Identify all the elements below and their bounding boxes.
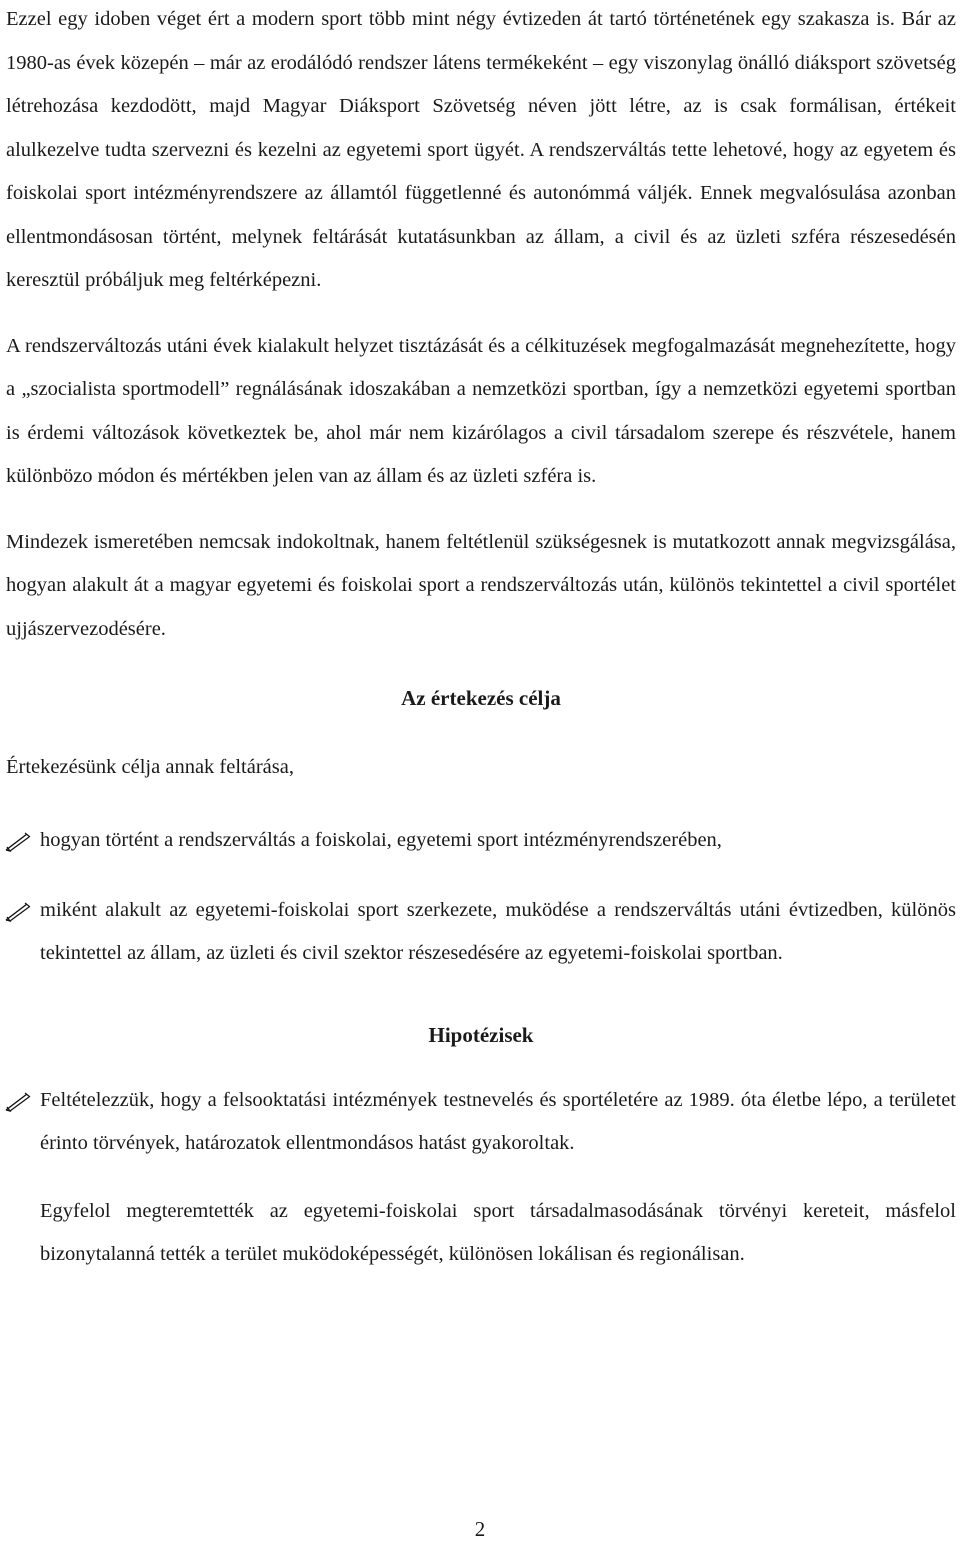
pencil-icon — [2, 1091, 32, 1113]
paragraph-2: A rendszerváltozás utáni évek kialakult helyzet tisztázását és a célkituzések megfogalmazását megnehezítette, hogy a „szocialista sportmodell” regnálásának idoszakában a nemzetközi sportban, így a nemzetközi egyetemi sportban is érdemi változások következtek be, ahol már nem kizárólagos a civil társadalom szerepe és részvétele, hanem különbözo módon és mértékben jelen van az állam és az üzleti szféra is. — [6, 334, 956, 487]
list-item-text: hogyan történt a rendszerváltás a foiskolai, egyetemi sport intézményrendszerében, — [40, 829, 722, 851]
section-heading-hypotheses: Hipotézisek — [428, 1022, 534, 1047]
list-item — [6, 1079, 956, 1166]
paragraph-3: Mindezek ismeretében nemcsak indokoltnak, hanem feltétlenül szükségesnek is mutatkozott annak megvizsgálása, hogyan alakult át a magyar egyetemi és foiskolai sport a rendszerváltozás után, különös tekintettel a civil sportélet ujjászervezodésére. — [6, 530, 956, 640]
document-page — [6, 0, 956, 1277]
aim-list — [6, 819, 956, 976]
page-number: 2 — [474, 1517, 486, 1541]
list-item — [6, 889, 956, 976]
list-item-text: miként alakult az egyetemi-foiskolai sport szerkezete, muködése a rendszerváltás utáni évtizedben, különös tekintettel az állam, az üzleti és civil szektor részesedésére az egyetemi-foiskolai sportban. — [40, 898, 956, 964]
list-item — [6, 819, 956, 863]
list-item-text: Feltételezzük, hogy a felsooktatási intézmények testnevelés és sportéletére az 1989. óta életbe lépo, a területet érinto törvények, határozatok ellentmondásos hatást gyakoroltak. — [40, 1088, 956, 1154]
section-heading-aim: Az értekezés célja — [401, 686, 561, 710]
aim-intro: Értekezésünk célja annak feltárása, — [6, 756, 294, 778]
hypotheses-list — [6, 1079, 956, 1166]
paragraph-1: Ezzel egy idoben véget ért a modern sport több mint négy évtizeden át tartó történetének egy szakasza is. Bár az 1980-as évek közepén – már az erodálódó rendszer látens termékeként – egy viszonylag önálló diáksport szövetség létrehozása kezdodött, majd Magyar Diáksport Szövetség néven jött létre, az is csak formálisan, értékeit alulkezelve tudta szervezni és kezelni az egyetemi sport ügyét. A rendszerváltás tette lehetové, hogy az egyetem és foiskolai sport intézményrendszere az államtól függetlenné és autonómmá váljék. Ennek megvalósulása azonban ellentmondásosan történt, melynek feltárását kutatásunkban az állam, a civil és az üzleti szféra részesedésén keresztül próbáljuk meg feltérképezni. — [6, 8, 956, 291]
pencil-icon — [2, 831, 32, 853]
hypothesis-follow-text: Egyfelol megteremtették az egyetemi-foiskolai sport társadalmasodásának törvényi kereteit, másfelol bizonytalanná tették a terület muködoképességét, különösen lokálisan és regionálisan. — [40, 1199, 956, 1265]
pencil-icon — [2, 901, 32, 923]
